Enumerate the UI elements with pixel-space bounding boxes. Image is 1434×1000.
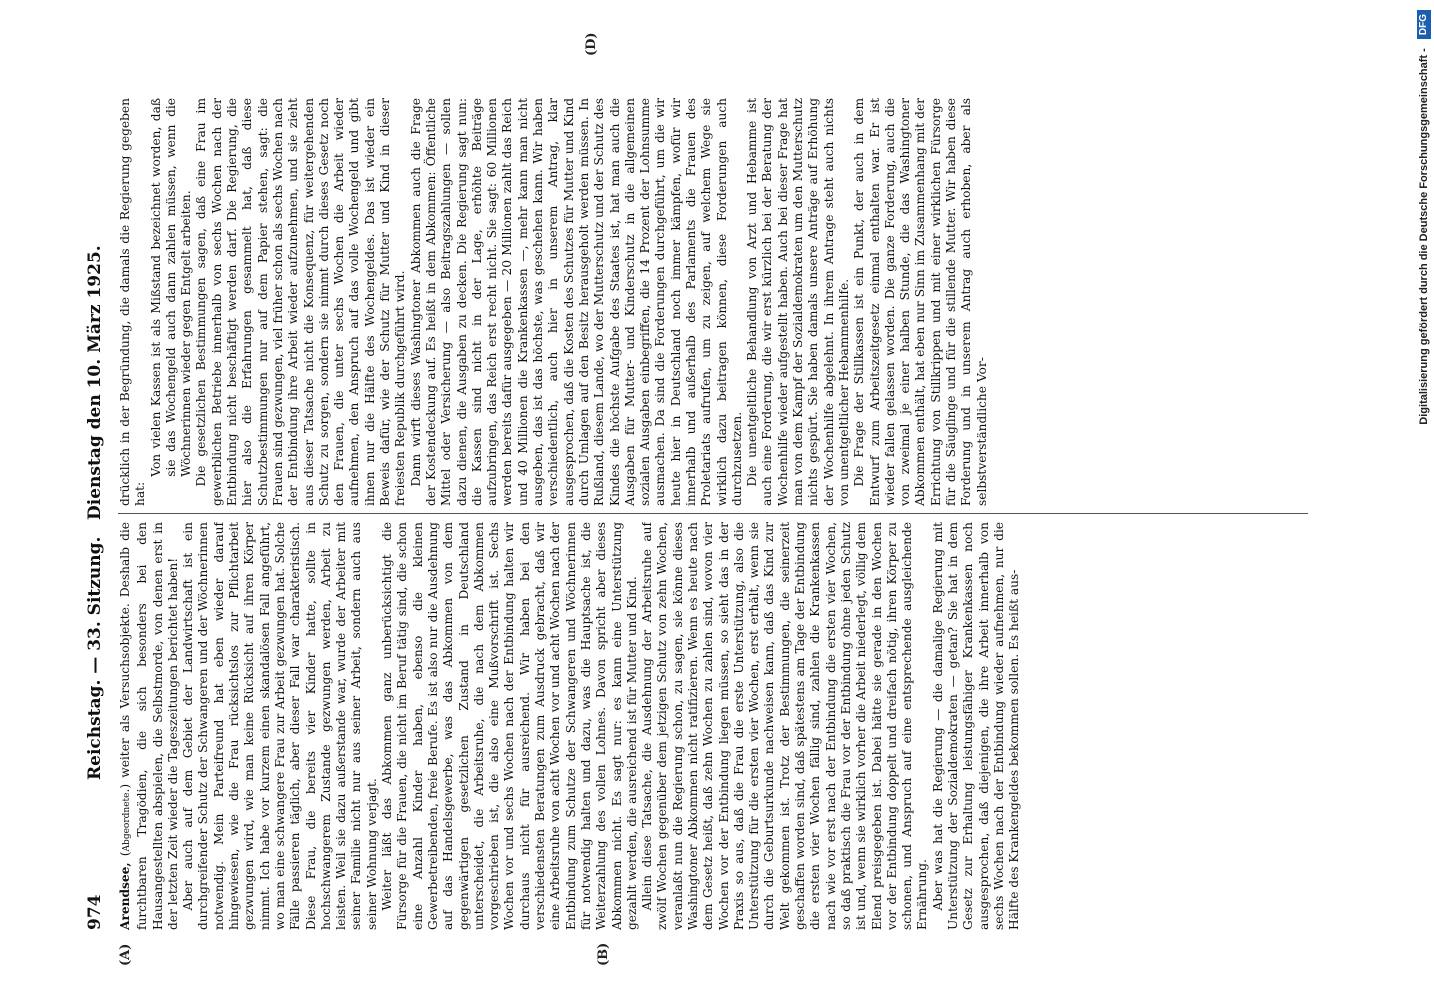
speaker-name: Arendsee, — [118, 862, 132, 930]
left-paragraph-1-text: weiter als Versuchsobjekte. Deshalb die furchtbaren Tragödien, die sich besonders bei den Hausangestellten abspielen, die Selbstmorde, von denen erst in der letzten Zeit wieder die Tageszeitungen berichtet haben! — [118, 522, 180, 930]
column-divider — [118, 513, 1308, 514]
digitization-credit — [1414, 10, 1434, 1000]
running-head — [84, 70, 114, 930]
right-paragraph-5: Die Frage der Stillkassen ist ein Punkt, der auch in dem Entwurf zum Arbeitszeitgesetz einmal enthalten war. Er ist wieder fallen gelassen worden. Die ganze Forderung, auch die von zweimal je einer halben Stunde, die das Washingtoner Abkommen enthält, hat eben nur Sinn im Zusammenhang mit der Errichtung von Stillkrippen und mit einer wirklichen Fürsorge für die Säuglinge und für die stillende Mutter. Wir haben diese Forderung und in unserem Antrag auch erhoben, aber als selbstverständliche Vor- — [852, 98, 989, 506]
right-paragraph-4: Die unentgeltliche Behandlung von Arzt und Hebamme ist auch eine Forderung, die wir erst kürzlich bei der Beratung der Wochenhilfe wieder aufgestellt haben. Auch bei dieser Frage hat man von dem Kampf der Sozialdemokraten um den Mutterschutz nichts gespürt. Sie haben damals unsere Anträge auf Erhöhung der Wochenhilfe abgelehnt. In ihrem Antrage steht auch nichts von unentgeltlicher Hebammenhilfe. — [745, 98, 851, 506]
page-number: 974 — [85, 894, 105, 930]
digitization-credit-text: Digitalisierung gefördert durch die Deutsche Forschungsgemeinschaft - — [1418, 48, 1430, 425]
left-paragraph-5: Aber was hat die Regierung — die damalige Regierung mit Unterstützung der Sozialdemokraten — getan? Sie hat in dem Gesetz zur Erhaltung leistungsfähiger Krankenkassen noch ausgesprochen, daß diejenigen, die ihre Arbeit innerhalb von sechs Wochen nach der Entbindung wieder aufnehmen, nur die Hälfte des Krankengeldes bekommen sollen. Es heißt aus- — [930, 522, 1022, 930]
chamber-session: Reichstag. — 33. Sitzung. — [85, 536, 105, 780]
speaker-note: Abgeordnete — [122, 792, 132, 852]
right-paragraph-3: Dann wirft dieses Washingtoner Abkommen auch die Frage der Kostendeckung auf. Es heißt in dem Abkommen: Öffentliche Mittel oder Versicherung — also Beitragszahlungen — sollen dazu dienen, die Ausgaben zu decken. Die Regierung sagt nun: die Kassen sind nicht in der Lage, erhöhte Beiträge aufzubringen, das Reich erst recht nicht. Sie sagt: 60 Millionen werden bereits dafür ausgegeben — 20 Millionen zahlt das Reich und 40 Millionen die Krankenkassen —, mehr kann man nicht ausgeben, das ist das höchste, was geschehen kann. Wir haben verschiedentlich, auch hier in unserem Antrag, klar ausgesprochen, daß die Kosten des Schutzes für Mutter und Kind durch Umlagen auf den Besitz herausgeholt werden müssen. In Rußland, diesem Lande, wo der Mutterschutz und der Schutz des Kindes die höchste Aufgabe des Staates ist, hat man auch die Ausgaben für Mutter- und Kinderschutz in die allgemeinen sozialen Ausgaben einbegriffen, die 14 Prozent der Lohnsumme ausmachen. Da sind die Forderungen durchgeführt, um die wir heute hier in Deutschland noch immer kämpfen, wofür wir innerhalb und außerhalb des Parlaments die Frauen des Proletariats aufrufen, um zu zeigen, auf welchem Wege sie wirklich dazu beitragen können, diese Forderungen auch durchzusetzen. — [408, 98, 744, 506]
left-column — [118, 522, 1308, 930]
right-column — [118, 98, 1308, 506]
margin-letter-d: (D) — [584, 32, 599, 56]
right-paragraph-1: drücklich in der Begründung, die damals die Regierung gegeben hat: — [118, 98, 148, 506]
left-paragraph-2: Aber auch auf dem Gebiet der Landwirtschaft ist ein durchgreifender Schutz der Schwangeren und der Wöchnerinnen notwendig. Mein Parteifreund hat eben wieder darauf hingewiesen, wie die Frau rücksichtslos zur Pflichtarbeit gezwungen wird, wie man keine Rücksicht auf ihren Körper nimmt. Ich habe vor kurzem einen skandalösen Fall angeführt, wo man eine schwangere Frau zur Arbeit gezwungen hat. Solche Fälle passieren täglich, aber dieser Fall war charakteristisch. Diese Frau, die bereits vier Kinder hatte, sollte in hochschwangerem Zustande gezwungen werden, Arbeit zu leisten. Weil sie dazu außerstande war, wurde der Arbeiter mit seiner Familie nicht nur aus seiner Arbeit, sondern auch aus seiner Wohnung verjagt. — [181, 522, 379, 930]
digitization-credit-text-wrap — [1414, 10, 1434, 1000]
right-quote: Von vielen Kassen ist als Mißstand bezeichnet worden, daß sie das Wochengeld auch dann zahlen müssen, wenn die Wöchnerinnen wieder gegen Entgelt arbeiten. — [148, 98, 194, 477]
right-paragraph-2: Die gesetzlichen Bestimmungen sagen, daß eine Frau im gewerblichen Betriebe innerhalb von sechs Wochen nach der Entbindung nicht beschäftigt werden darf. Die Regierung, die hier also die Erfahrungen gesammelt hat, daß diese Schutzbestimmungen nur auf dem Papier stehen, sagt: die Frauen sind gezwungen, viel früher schon als sechs Wochen nach der Entbindung ihre Arbeit wieder aufzunehmen, und sie zieht aus dieser Tatsache nicht die Konsequenz, für weitergehenden Schutz zu sorgen, sondern sie nimmt durch dieses Gesetz noch den Frauen, die unter sechs Wochen die Arbeit wieder aufnehmen, den Anspruch auf das volle Wochengeld und gibt ihnen nur die Hälfte des Wochengeldes. Das ist wieder ein Beweis dafür, wie der Schutz für Mutter und Kind in dieser freiesten Republik durchgeführt wird. — [194, 98, 408, 506]
document-page — [84, 32, 1344, 966]
left-paragraph-4: Allein diese Tatsache, die Ausdehnung der Arbeitsruhe auf zwölf Wochen gegenüber dem jetzigen Schutz von zehn Wochen, veranlaßt nun die Regierung schon, zu sagen, sie könne dieses Washingtoner Abkommen nicht ratifizieren. Wenn es heute nach dem Gesetz heißt, daß zehn Wochen zu zahlen sind, wovon vier Wochen vor der Entbindung liegen müssen, so sieht das in der Praxis so aus, daß die Frau die erste Unterstützung, also die Unterstützung für die ersten vier Wochen, erst erhält, wenn sie durch die Geburtsurkunde nachweisen kann, daß das Kind zur Welt gekommen ist. Trotz der Bestimmungen, die seinerzeit geschaffen worden sind, daß spätestens am Tage der Entbindung die ersten vier Wochen fällig sind, zahlen die Krankenkassen nach wie vor erst nach der Entbindung die ersten vier Wochen, so daß praktisch die Frau vor der Entbindung ohne jeden Schutz ist und, wenn sie wirklich vorher die Arbeit niederlegt, völlig dem Elend preisgegeben ist. Dabei hätte sie gerade in den Wochen vor der Entbindung doppelt und dreifach nötig, ihren Körper zu schonen, und Anspruch auf eine entsprechende ausgleichende Ernährung. — [640, 522, 930, 930]
left-paragraph-1: Arendsee, (Abgeordnete.) weiter als Versuchsobjekte. Deshalb die furchtbaren Tragödien, die sich besonders bei den Hausangestellten abspielen, die Selbstmorde, von denen erst in der letzten Zeit wieder die Tageszeitungen berichtet haben! — [118, 522, 180, 930]
margin-letter-b: (B) — [596, 942, 611, 966]
margin-letter-a: (A) — [118, 943, 133, 966]
dfg-logo: DFG — [1417, 10, 1431, 39]
session-date: Dienstag den 10. März 1925. — [85, 245, 105, 520]
left-paragraph-3: Weiter läßt das Abkommen ganz unberücksichtigt die Fürsorge für die Frauen, die nicht im Beruf tätig sind, die schon eine Anzahl Kinder haben, ebenso die kleinen Gewerbetreibenden, freie Berufe. Es ist also nur die Ausdehnung auf das Handelsgewerbe, was das Abkommen von dem gegenwärtigen gesetzlichen Zustand in Deutschland unterscheidet, die Arbeitsruhe, die nach dem Abkommen vorgeschrieben ist, die also eine Mußvorschrift ist. Sechs Wochen vor und sechs Wochen nach der Entbindung halten wir durchaus nicht für ausreichend. Wir haben bei den verschiedensten Beratungen zum Ausdruck gebracht, daß wir eine Arbeitsruhe von acht Wochen vor und acht Wochen nach der Entbindung zum Schutze der Schwangeren und Wöchnerinnen für notwendig halten und dazu, was die Hauptsache ist, die Weiterzahlung des vollen Lohnes. Davon spricht aber dieses Abkommen nicht. Es sagt nur: es kann eine Unterstützung gezahlt werden, die ausreichend ist für Mutter und Kind. — [380, 522, 639, 930]
